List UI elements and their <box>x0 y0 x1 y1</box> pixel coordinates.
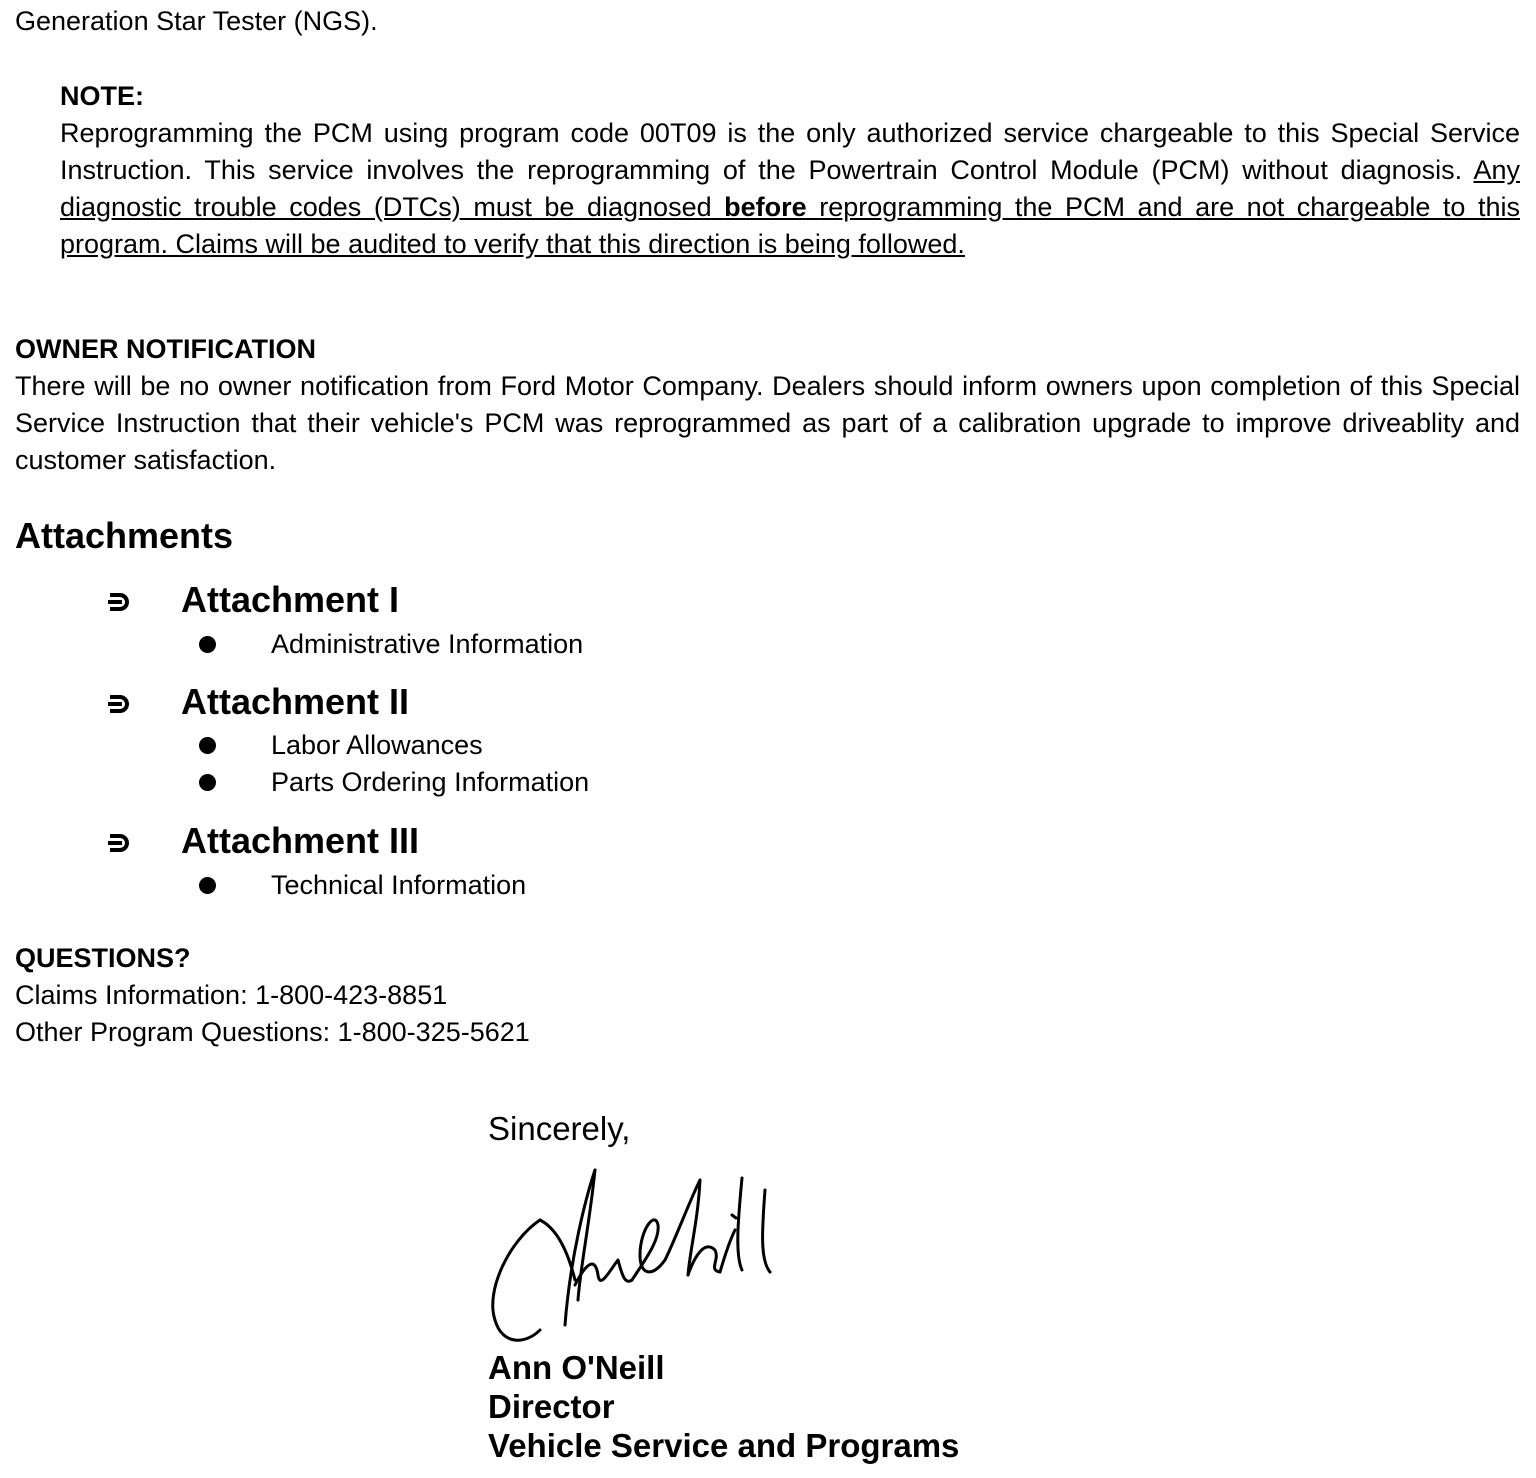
signer-title: Director <box>488 1388 615 1425</box>
owner-notification-section <box>15 331 1520 479</box>
signer-department: Vehicle Service and Programs <box>488 1427 960 1464</box>
bullet-dot-icon <box>199 774 216 791</box>
questions-heading: QUESTIONS? <box>15 943 191 973</box>
note-underlined-post: reprogramming the PCM and are not chargeable to this program. Claims will be audited to verify that this direction is being followed. <box>60 192 1520 259</box>
note-body-plain: Reprogramming the PCM using program code 00T09 is the only authorized service chargeable to this Special Service Instruction. This service involves the reprogramming of the Powertrain Control Module (PCM) without diagnosis. <box>60 118 1520 185</box>
note-underlined-pre: Any diagnostic trouble codes (DTCs) must be diagnosed <box>60 155 1520 222</box>
owner-notification-body: There will be no owner notification from Ford Motor Company. Dealers should inform owners upon completion of this Special Service Instruction that their vehicle's PCM was reprogrammed as part of a calibration upgrade to improve driveablity and customer satisfaction. <box>15 371 1520 475</box>
arrow-bullet-icon <box>106 587 136 617</box>
claims-phone: Claims Information: 1-800-423-8851 <box>15 980 448 1010</box>
attachments-heading: Attachments <box>15 515 234 556</box>
attachment-title: Attachment II <box>181 681 410 722</box>
attachment-bullet: Administrative Information <box>271 629 584 659</box>
signer-name: Ann O'Neill <box>488 1349 665 1386</box>
other-questions-phone: Other Program Questions: 1-800-325-5621 <box>15 1017 530 1047</box>
arrow-bullet-icon <box>106 828 136 858</box>
closing-salutation: Sincerely, <box>488 1110 631 1147</box>
signature-image <box>480 1160 790 1350</box>
attachment-title: Attachment I <box>181 579 400 620</box>
bullet-dot-icon <box>199 877 216 894</box>
intro-fragment: Generation Star Tester (NGS). <box>15 6 378 36</box>
arrow-bullet-icon <box>106 689 136 719</box>
note-section <box>60 78 1520 263</box>
questions-section <box>15 940 530 1051</box>
attachment-bullet: Parts Ordering Information <box>271 767 590 797</box>
note-underlined-bold: before <box>724 192 807 222</box>
owner-notification-heading: OWNER NOTIFICATION <box>15 334 316 364</box>
attachment-title: Attachment III <box>181 820 420 861</box>
bullet-dot-icon <box>199 737 216 754</box>
attachment-bullet: Labor Allowances <box>271 730 483 760</box>
note-title: NOTE: <box>60 81 144 111</box>
note-body <box>60 115 1520 263</box>
bullet-dot-icon <box>199 636 216 653</box>
attachment-bullet: Technical Information <box>271 870 527 900</box>
